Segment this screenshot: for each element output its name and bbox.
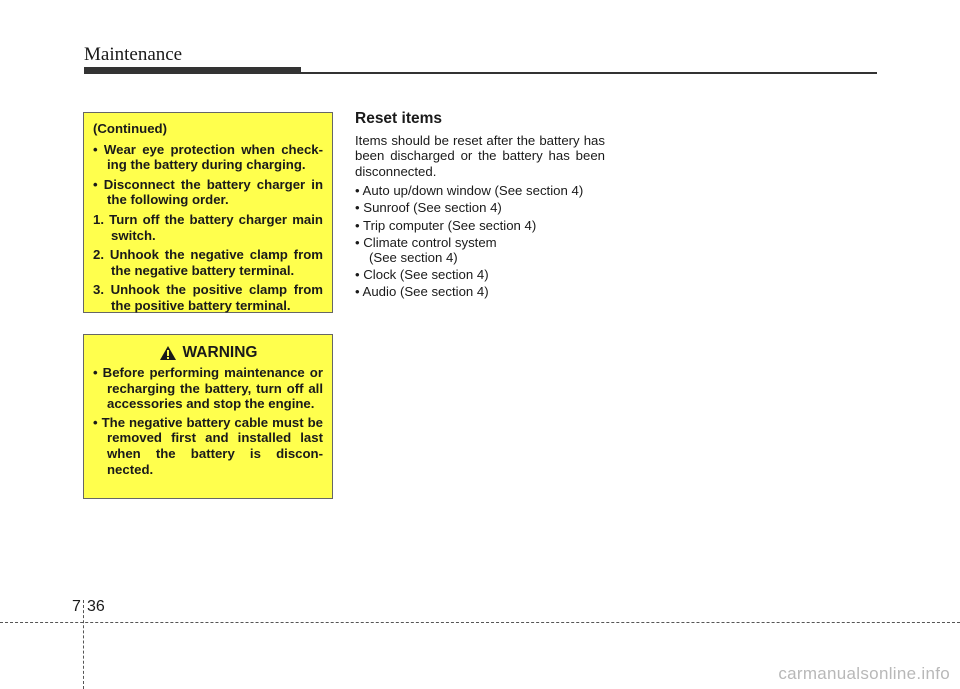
list-item: • Auto up/down window (See section 4) [355, 183, 584, 199]
caution-bullet: • Wear eye protection when check-ing the battery during charging. [93, 141, 323, 173]
list-item: • Audio (See section 4) [355, 284, 489, 300]
warning-triangle-icon [159, 345, 177, 361]
list-item: • Clock (See section 4) [355, 267, 489, 283]
list-item: • Trip computer (See section 4) [355, 217, 537, 233]
warning-bullet: • Before performing maintenance or recharging the battery, turn off all accessories and stop the engine. [93, 365, 323, 412]
reset-items-list [355, 183, 605, 300]
reset-items-title: Reset items [355, 110, 443, 127]
list-item-text: • Climate control system [355, 234, 497, 250]
header-rule [84, 72, 877, 74]
list-item [355, 235, 605, 266]
page-number: 36 [87, 598, 105, 615]
footer-dashed-rule [0, 622, 960, 623]
caution-step: 1. Turn off the battery charger main switch. [93, 211, 323, 243]
list-item: • Sunroof (See section 4) [355, 200, 502, 216]
reset-items-intro: Items should be reset after the battery has been discharged or the battery has been disconnected. [355, 132, 605, 179]
warning-box [83, 334, 333, 499]
continued-heading: (Continued) [93, 121, 167, 136]
chapter-number: 7 [72, 598, 81, 615]
warning-bullet: • The negative battery cable must be removed first and installed last when the battery is discon-nected. [93, 414, 323, 477]
caution-step: 2. Unhook the negative clamp from the negative battery terminal. [93, 247, 323, 278]
caution-continued-box [83, 112, 333, 313]
list-item-subtext: (See section 4) [369, 250, 458, 266]
warning-header [93, 345, 323, 361]
footer-dashed-divider [83, 600, 84, 689]
page-header-title: Maintenance [84, 44, 183, 65]
caution-bullet: • Disconnect the battery charger in the following order. [93, 176, 323, 208]
caution-step: 3. Unhook the positive clamp from the positive battery terminal. [93, 282, 323, 313]
reset-items-section [355, 111, 605, 302]
warning-title: WARNING [182, 344, 258, 362]
watermark-text: carmanualsonline.info [778, 664, 950, 683]
